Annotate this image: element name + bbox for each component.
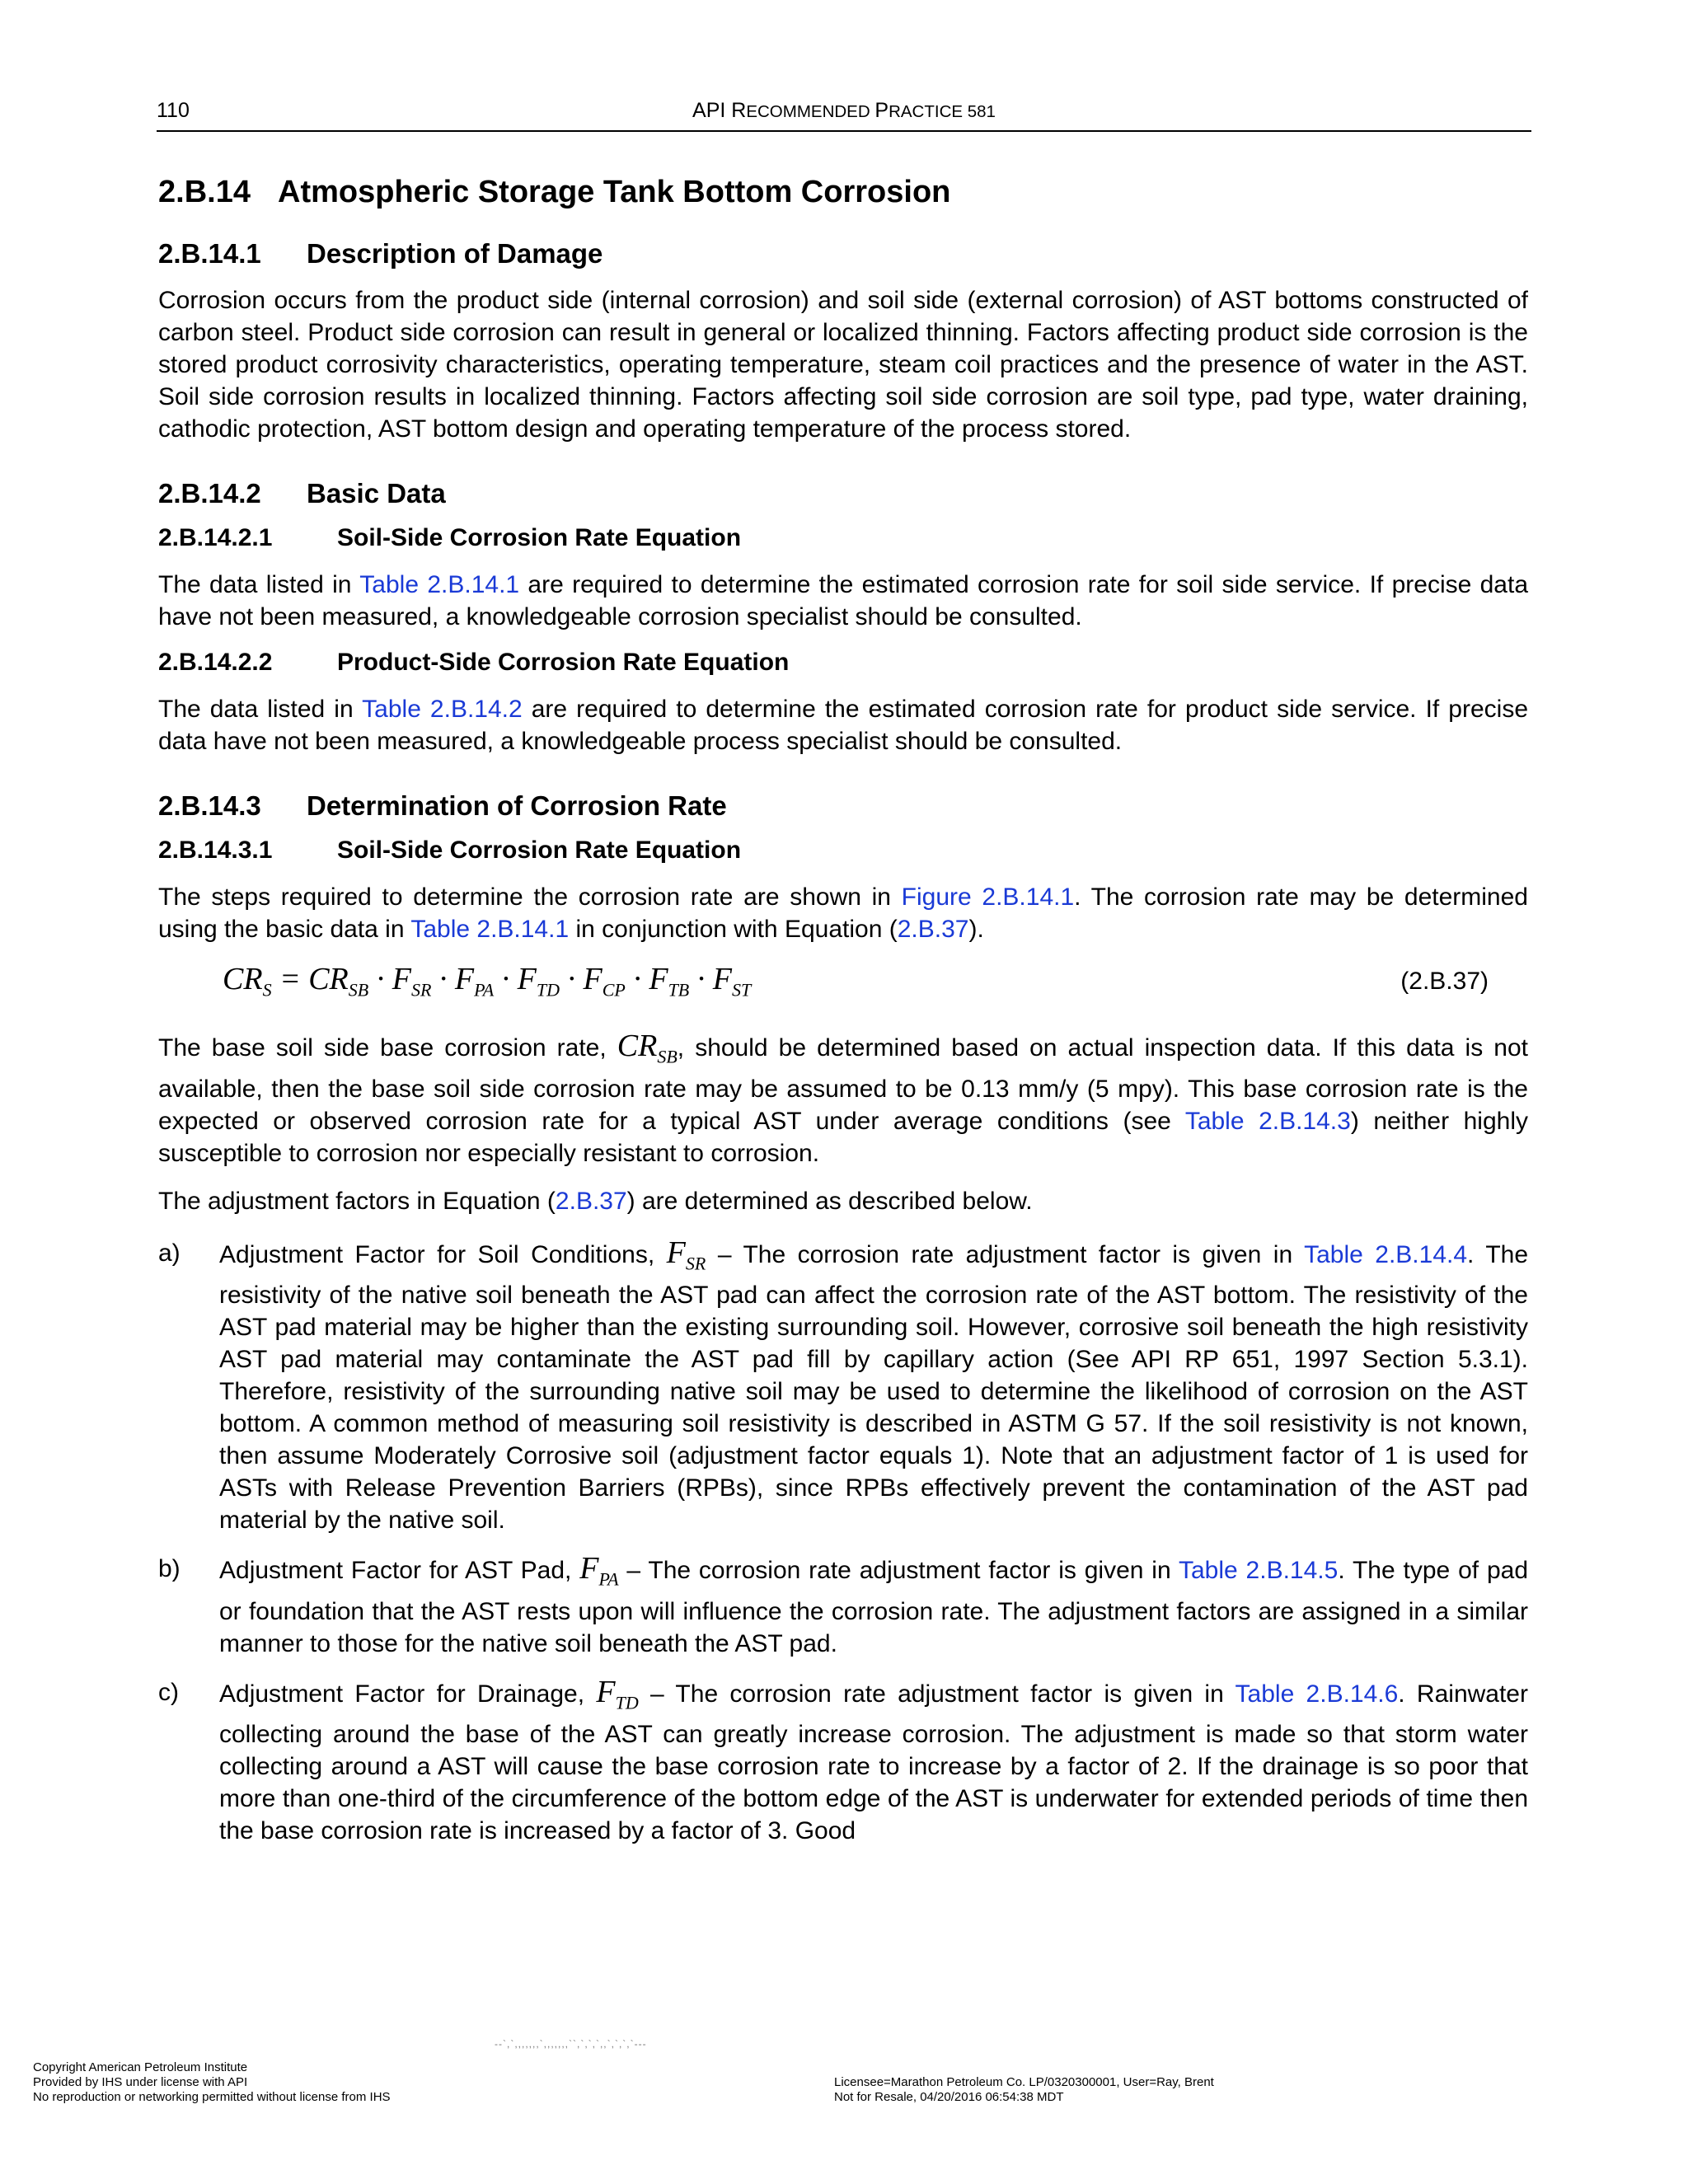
page-content (158, 175, 1528, 1863)
subsection-heading-description: 2.B.14.1 Description of Damage (158, 238, 603, 269)
equation-formula: $CR_S = CR_{SB} \cdot F_{SR} \cdot F_{PA} \cdot F_{TD} \cdot F_{CP} \cdot F_{TB} \cdot F_{ST}$ (223, 962, 752, 1001)
description-paragraph: Corrosion occurs from the product side (internal corrosion) and soil side (external corrosion) of AST bottoms constructed of carbon steel. Product side corrosion can result in general or localized thinning. Factors affecting product side corrosion is the stored product corrosivity characteristics, operating temperature, steam coil practices and the presence of water in the AST. Soil side corrosion results in localized thinning. Factors affecting soil side corrosion are soil type, pad type, water draining, cathodic protection, AST bottom design and operating temperature of the process stored. (158, 287, 1528, 443)
table-link[interactable]: Table 2.B.14.3 (1184, 1107, 1351, 1135)
table-link[interactable]: Table 2.B.14.5 (1178, 1557, 1339, 1585)
soil-side-basic-paragraph: The data listed in Table 2.B.14.1 are required to determine the estimated corrosion rate for soil side service. If precise data have not been measured, a knowledgeable corrosion specialist should be consulted. (158, 571, 1529, 630)
equation-link[interactable]: 2.B.37 (897, 916, 969, 943)
adjustment-intro-paragraph: The adjustment factors in Equation (2.B.37) are determined as described below. (158, 1187, 1033, 1215)
steps-paragraph: The steps required to determine the corrosion rate are shown in Figure 2.B.14.1. The corrosion rate may be determined using the basic data in Table 2.B.14.1 in conjunction with Equation (2.B.37). (158, 883, 1528, 943)
list-item: a) Adjustment Factor for Soil Conditions, $F_{SR}$ – The corrosion rate adjustment factor is given in Table 2.B.14.4. The resistivity of the native soil beneath the AST pad can affect the corrosion rate of the AST bottom. The resistivity of the AST pad material may be higher than the existing surrounding soil. However, corrosive soil beneath the high resistivity AST pad material may contaminate the AST pad fill by capillary action (See API RP 651, 1997 Section 5.3.1). Therefore, resistivity of the surrounding native soil may be used to determine the likelihood of corrosion on the AST bottom. A common method of measuring soil resistivity is described in ASTM G 57. If the soil resistivity is not known, then assume Moderately Corrosive soil (adjustment factor equals 1). Note that an adjustment factor of 1 is used for ASTs with Release Prevention Barriers (RPBs), since RPBs effectively prevent the contamination of the AST pad material by the native soil. (158, 1235, 1529, 1535)
table-link[interactable]: Table 2.B.14.1 (410, 916, 570, 943)
symbol-f-pa: $F_{PA}$ (579, 1551, 619, 1590)
heading-soil-side-basic: 2.B.14.2.1 Soil-Side Corrosion Rate Equation (158, 524, 742, 551)
table-link[interactable]: Table 2.B.14.2 (362, 696, 523, 723)
table-link[interactable]: Table 2.B.14.6 (1235, 1680, 1399, 1708)
equation-number: (2.B.37) (1400, 968, 1489, 995)
running-title: API RECOMMENDED PRACTICE 581 (692, 99, 996, 122)
symbol-f-sr: $F_{SR}$ (666, 1235, 706, 1274)
subsection-heading-basic-data: 2.B.14.2 Basic Data (158, 478, 446, 509)
equation-link[interactable]: 2.B.37 (555, 1187, 627, 1215)
section-heading: 2.B.14 Atmospheric Storage Tank Bottom Corrosion (158, 175, 951, 209)
footer-license: Licensee=Marathon Petroleum Co. LP/0320300001, User=Ray, Brent Not for Resale, 04/20/2016 06:54:38 MDT (834, 2075, 1214, 2104)
table-link[interactable]: Table 2.B.14.4 (1304, 1240, 1468, 1268)
heading-soil-side-rate: 2.B.14.3.1 Soil-Side Corrosion Rate Equation (158, 837, 742, 864)
heading-product-side-basic: 2.B.14.2.2 Product-Side Corrosion Rate Equation (158, 649, 790, 676)
product-side-basic-paragraph: The data listed in Table 2.B.14.2 are required to determine the estimated corrosion rate for product side service. If precise data have not been measured, a knowledgeable process specialist should be consulted. (158, 696, 1529, 755)
table-link[interactable]: Table 2.B.14.1 (359, 571, 520, 598)
footer-copyright: Copyright American Petroleum Institute Provided by IHS under license with API No reproduction or networking permitted without license from IHS (33, 2060, 391, 2104)
subsection-heading-corrosion-rate: 2.B.14.3 Determination of Corrosion Rate (158, 790, 727, 821)
list-item: c) Adjustment Factor for Drainage, $F_{TD}$ – The corrosion rate adjustment factor is given in Table 2.B.14.6. Rainwater collecting around the base of the AST can greatly increase corrosion. The adjustment is made so that storm water collecting around a AST will cause the base corrosion rate to increase by a factor of 2. If the drainage is so poor that more than one-third of the circumference of the bottom edge of the AST is underwater for extended periods of time then the base corrosion rate is increased by a factor of 3. Good (158, 1674, 1528, 1845)
symbol-f-td: $F_{TD}$ (596, 1674, 639, 1713)
figure-link[interactable]: Figure 2.B.14.1 (901, 883, 1075, 911)
watermark-dots: --`,`,,,,,,,`,,,,,,,``,`,`,`,,`,`,`,`--- (495, 2038, 647, 2050)
adjustment-factor-list (158, 1237, 1528, 1848)
list-item: b) Adjustment Factor for AST Pad, $F_{PA}$ – The corrosion rate adjustment factor is given in Table 2.B.14.5. The type of pad or foundation that the AST rests upon will influence the corrosion rate. The adjustment factors are assigned in a similar manner to those for the native soil beneath the AST pad. (158, 1551, 1529, 1657)
symbol-cr-sb: $CR_{SB}$ (617, 1029, 678, 1067)
page-number: 110 (157, 99, 190, 122)
page-header (157, 97, 1531, 132)
base-rate-paragraph: The base soil side base corrosion rate, $CR_{SB}$, should be determined based on actual inspection data. If this data is not available, then the base soil side corrosion rate may be assumed to be 0.13 mm/y (5 mpy). This base corrosion rate is the expected or observed corrosion rate for a typical AST under average conditions (see Table 2.B.14.3) neither highly susceptible to corrosion nor especially resistant to corrosion. (158, 1029, 1529, 1167)
equation-2b37 (158, 961, 1528, 1012)
